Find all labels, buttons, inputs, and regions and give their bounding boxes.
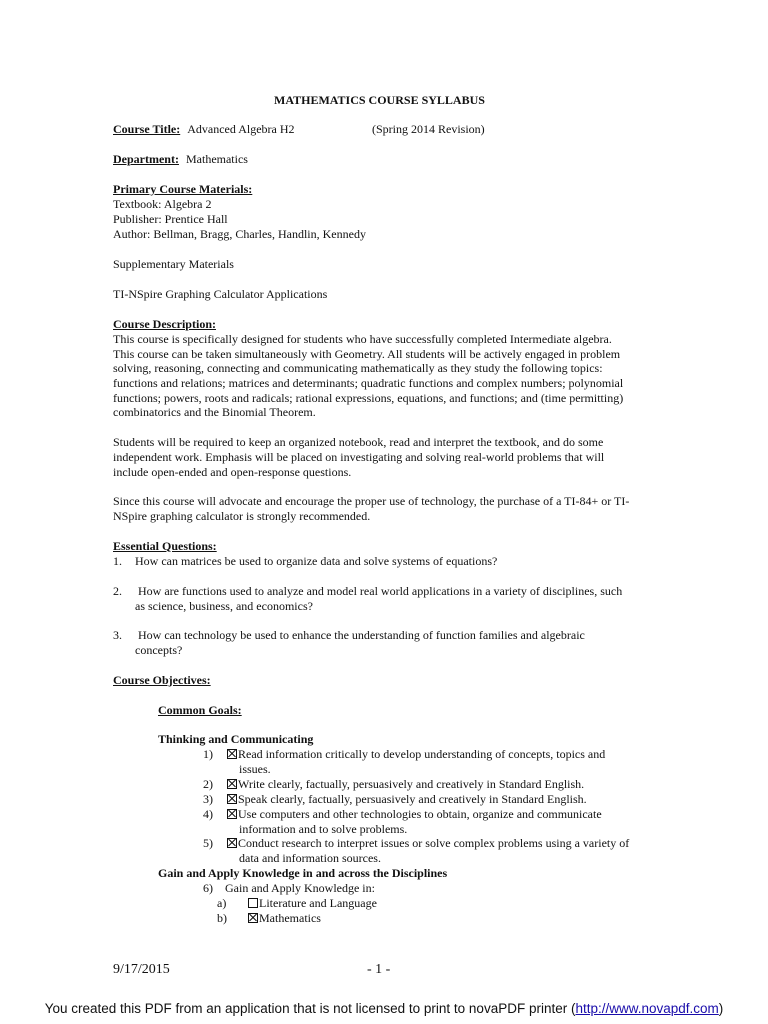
description-line: solving, reasoning, connecting and communicating mathematically as they study the following topics: [113, 361, 603, 375]
sub-item [248, 896, 377, 911]
question-number: 1. [113, 554, 122, 568]
objective-text-cont: data and information sources. [239, 851, 381, 865]
objective-text: Read information critically to develop understanding of concepts, topics and [238, 747, 606, 761]
objective-item [227, 807, 602, 822]
objective-item [227, 747, 605, 762]
materials-heading: Primary Course Materials: [113, 182, 253, 196]
objective-number: 5) [203, 836, 213, 850]
checkbox-empty-icon[interactable] [248, 898, 258, 908]
materials-line: Author: Bellman, Bragg, Charles, Handlin, Kennedy [113, 227, 366, 241]
objective-text: Speak clearly, factually, persuasively and creatively in Standard English. [238, 792, 587, 806]
description-line: include open-ended and open-response questions. [113, 465, 352, 479]
objectives-heading: Course Objectives: [113, 673, 211, 687]
course-revision: (Spring 2014 Revision) [372, 122, 485, 136]
question-text: concepts? [135, 643, 183, 657]
license-notice [0, 1001, 768, 1016]
sub-letter: a) [217, 896, 227, 910]
objective-text: Write clearly, factually, persuasively and creatively in Standard English. [238, 777, 585, 791]
checkbox-checked-icon[interactable] [227, 794, 237, 804]
description-line: functions; powers, roots and radicals; rational expressions, equations, and functions; and (time permitting) [113, 391, 624, 405]
novapdf-link[interactable]: http://www.novapdf.com [575, 1001, 719, 1016]
objective-text-cont: issues. [239, 762, 271, 776]
page-number: - 1 - [367, 962, 391, 977]
objective-number: 4) [203, 807, 213, 821]
objective-number: 3) [203, 792, 213, 806]
objective-text: Gain and Apply Knowledge in: [225, 881, 375, 895]
objective-number: 6) [203, 881, 213, 895]
question-number: 3. [113, 628, 122, 642]
question-number: 2. [113, 584, 122, 598]
objective-number: 2) [203, 777, 213, 791]
materials-line: Textbook: Algebra 2 [113, 197, 212, 211]
objective-number: 1) [203, 747, 213, 761]
department-line [113, 152, 248, 167]
sub-text: Literature and Language [259, 896, 377, 910]
notice-text: You created this PDF from an application that is not licensed to print to novaPDF printer ( [44, 1001, 576, 1016]
department-label: Department: [113, 152, 179, 166]
checkbox-checked-icon[interactable] [227, 779, 237, 789]
sub-text: Mathematics [259, 911, 321, 925]
thinking-heading: Thinking and Communicating [158, 732, 314, 746]
objective-item [227, 792, 587, 807]
objective-item [227, 777, 584, 792]
common-goals-heading: Common Goals: [158, 703, 242, 717]
sub-letter: b) [217, 911, 227, 925]
objective-item [227, 836, 629, 851]
course-title-line [113, 122, 295, 137]
materials-line: Publisher: Prentice Hall [113, 212, 228, 226]
department-value: Mathematics [185, 152, 248, 166]
description-line: combinatorics and the Binomial Theorem. [113, 405, 316, 419]
question-text: as science, business, and economics? [135, 599, 313, 613]
calculator-applications: TI-NSpire Graphing Calculator Applications [113, 287, 328, 301]
question-text: How can matrices be used to organize data and solve systems of equations? [135, 554, 498, 568]
description-heading: Course Description: [113, 317, 216, 331]
gain-heading: Gain and Apply Knowledge in and across the Disciplines [158, 866, 448, 880]
footer-date: 9/17/2015 [113, 962, 170, 977]
checkbox-checked-icon[interactable] [227, 838, 237, 848]
description-line: independent work. Emphasis will be placed on investigating and solving real-world problems that will [113, 450, 605, 464]
sub-item [248, 911, 321, 926]
objective-text: Conduct research to interpret issues or solve complex problems using a variety of [238, 836, 630, 850]
essential-heading: Essential Questions: [113, 539, 217, 553]
description-line: This course can be taken simultaneously with Geometry. All students will be actively engaged in problem [113, 347, 621, 361]
question-text: How can technology be used to enhance the understanding of function families and algebraic [138, 628, 585, 642]
objective-text-cont: information and to solve problems. [239, 822, 408, 836]
description-line: functions and relations; matrices and determinants; quadratic functions and complex numbers; polynomial [113, 376, 624, 390]
description-line: This course is specifically designed for students who have successfully completed Intermediate algebra. [113, 332, 612, 346]
course-title-value: Advanced Algebra H2 [187, 122, 295, 136]
description-line: Since this course will advocate and encourage the proper use of technology, the purchase of a TI-84+ or TI- [113, 494, 630, 508]
checkbox-checked-icon[interactable] [248, 913, 258, 923]
page-title: MATHEMATICS COURSE SYLLABUS [274, 93, 485, 107]
notice-close: ) [718, 1001, 724, 1016]
course-title-label: Course Title: [113, 122, 181, 136]
description-line: NSpire graphing calculator is strongly recommended. [113, 509, 371, 523]
checkbox-checked-icon[interactable] [227, 809, 237, 819]
description-line: Students will be required to keep an organized notebook, read and interpret the textbook, and do some [113, 435, 604, 449]
objective-text: Use computers and other technologies to obtain, organize and communicate [238, 807, 602, 821]
question-text: How are functions used to analyze and model real world applications in a variety of disciplines, such [138, 584, 623, 598]
checkbox-checked-icon[interactable] [227, 749, 237, 759]
supplementary-materials: Supplementary Materials [113, 257, 234, 271]
